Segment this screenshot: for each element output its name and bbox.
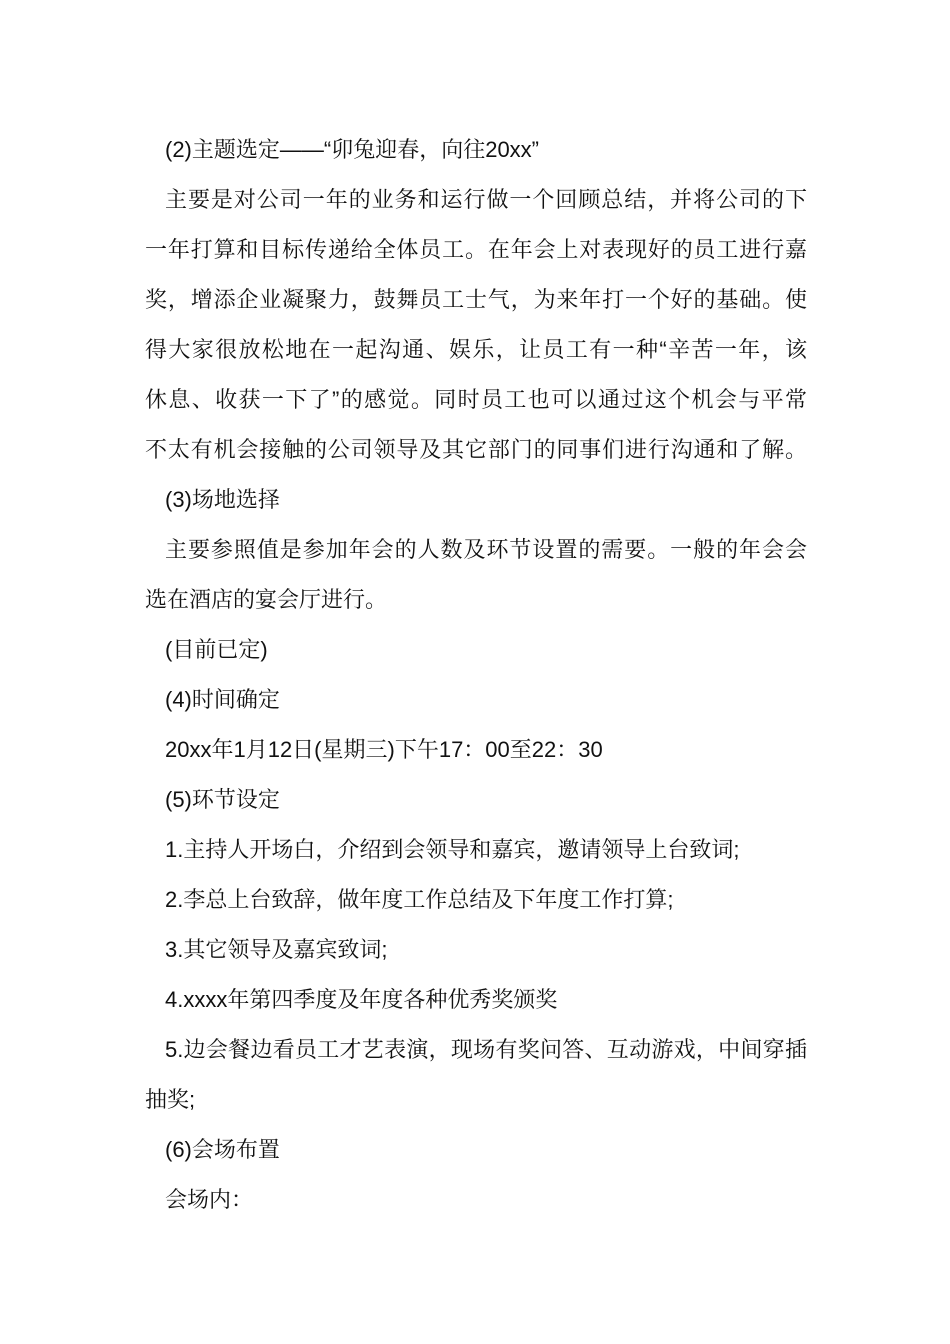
program-item: 5.边会餐边看员工才艺表演，现场有奖问答、互动游戏，中间穿插 (165, 1037, 807, 1062)
program-item: 4.xxxx年第四季度及年度各种优秀奖颁奖 (165, 987, 558, 1012)
program-item-continued: 抽奖; (145, 1087, 196, 1112)
paragraph-line: 得大家很放松地在一起沟通、娱乐，让员工有一种“辛苦一年，该 (145, 337, 807, 362)
time-value: 20xx年1月12日(星期三)下午17：00至22：30 (165, 737, 603, 762)
paragraph-line: 选在酒店的宴会厅进行。 (145, 587, 388, 612)
theme-heading: (2)主题选定——“卯兔迎春，向往20xx” (165, 137, 540, 162)
program-item: 3.其它领导及嘉宾致词; (165, 937, 388, 962)
paragraph-line: 奖，增添企业凝聚力，鼓舞员工士气，为来年打一个好的基础。使 (145, 287, 807, 312)
paragraph-line: 一年打算和目标传递给全体员工。在年会上对表现好的员工进行嘉 (145, 237, 807, 262)
paragraph-line: 主要参照值是参加年会的人数及环节设置的需要。一般的年会会 (165, 537, 807, 562)
program-item: 2.李总上台致辞，做年度工作总结及下年度工作打算; (165, 887, 674, 912)
paragraph-line: 不太有机会接触的公司领导及其它部门的同事们进行沟通和了解。 (145, 437, 807, 462)
program-heading: (5)环节设定 (165, 787, 280, 812)
time-heading: (4)时间确定 (165, 687, 280, 712)
program-item: 1.主持人开场白，介绍到会领导和嘉宾，邀请领导上台致词; (165, 837, 740, 862)
paragraph-line: 休息、收获一下了”的感觉。同时员工也可以通过这个机会与平常 (145, 387, 807, 412)
venue-heading: (3)场地选择 (165, 487, 280, 512)
venue-note: (目前已定) (165, 637, 268, 662)
paragraph-line: 主要是对公司一年的业务和运行做一个回顾总结，并将公司的下 (165, 187, 807, 212)
document-page (145, 125, 807, 1225)
layout-subheading: 会场内： (165, 1187, 254, 1212)
layout-heading: (6)会场布置 (165, 1137, 280, 1162)
